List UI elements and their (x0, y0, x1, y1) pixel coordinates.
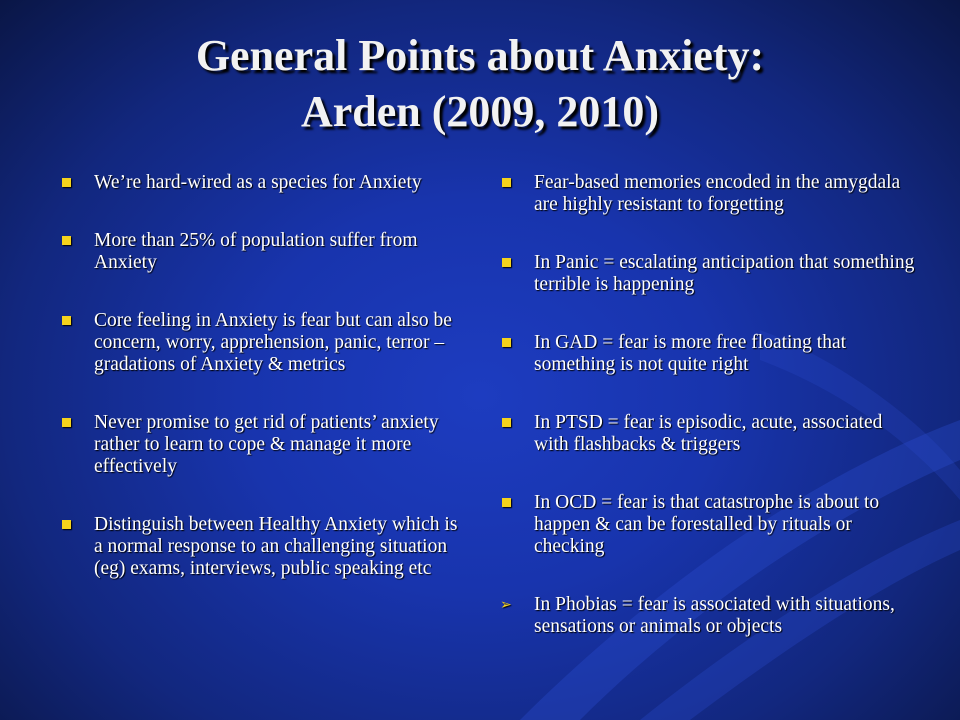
right-list-item-text: In OCD = fear is that catastrophe is about to happen & can be forestalled by rituals or checking (534, 492, 880, 557)
right-list-item-text: In PTSD = fear is episodic, acute, associated with flashbacks & triggers (534, 412, 883, 455)
right-list-item (500, 412, 920, 456)
right-list-item (500, 332, 920, 376)
title-line-1: General Points about Anxiety: (195, 31, 765, 80)
square-bullet-icon (62, 520, 71, 529)
left-list-item-text: Never promise to get rid of patients’ anxiety rather to learn to cope & manage it more effectively (94, 412, 439, 477)
slide-title (40, 28, 920, 140)
left-list-item (60, 172, 460, 194)
right-list-item-text: Fear-based memories encoded in the amygdala are highly resistant to forgetting (534, 172, 901, 215)
square-bullet-icon (502, 258, 511, 267)
right-list-item-text: In Panic = escalating anticipation that something terrible is happening (534, 252, 915, 295)
left-list-item (60, 412, 460, 478)
left-bullet-list (60, 172, 460, 580)
left-list-item-text: Distinguish between Healthy Anxiety which is a normal response to an challenging situation (eg) exams, interviews, public speaking etc (94, 514, 458, 579)
right-list-item (500, 492, 920, 558)
arrow-bullet-icon: ➢ (500, 597, 512, 613)
right-list-item-text: In Phobias = fear is associated with situations, sensations or animals or objects (534, 594, 895, 637)
left-list-item (60, 230, 460, 274)
right-bullet-list (500, 172, 920, 674)
square-bullet-icon (502, 498, 511, 507)
square-bullet-icon (62, 178, 71, 187)
left-list-item (60, 514, 460, 580)
right-list-item (500, 172, 920, 216)
right-list-item-text: In GAD = fear is more free floating that something is not quite right (534, 332, 847, 375)
square-bullet-icon (502, 338, 511, 347)
square-bullet-icon (62, 236, 71, 245)
square-bullet-icon (502, 418, 511, 427)
square-bullet-icon (502, 178, 511, 187)
right-list-item (500, 594, 920, 638)
square-bullet-icon (62, 316, 71, 325)
left-list-item-text: We’re hard-wired as a species for Anxiety (94, 172, 422, 193)
title-line-2: Arden (2009, 2010) (300, 87, 660, 136)
left-list-item (60, 310, 460, 376)
square-bullet-icon (62, 418, 71, 427)
left-list-item-text: More than 25% of population suffer from Anxiety (94, 230, 418, 273)
right-list-item (500, 252, 920, 296)
left-list-item-text: Core feeling in Anxiety is fear but can also be concern, worry, apprehension, panic, terror – gradations of Anxiety & metrics (94, 310, 452, 375)
